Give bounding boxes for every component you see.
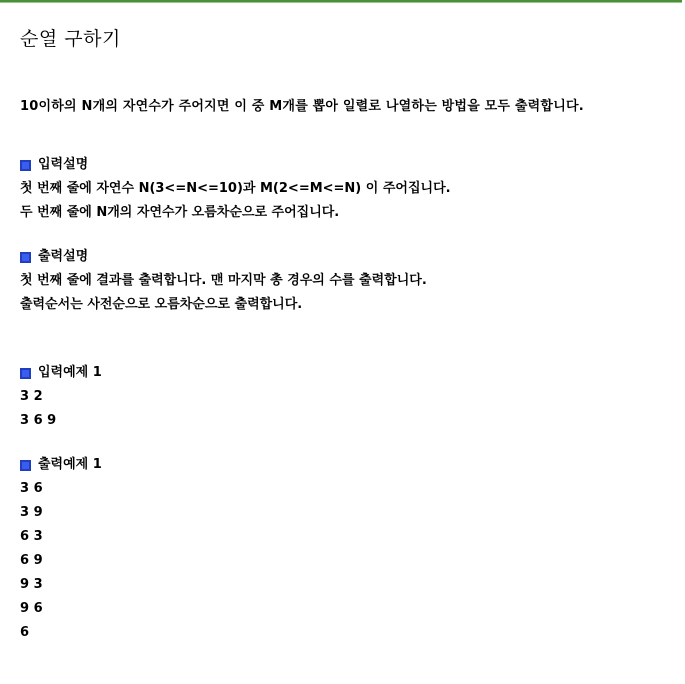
output-description-section [20,245,670,317]
input-description-line: 첫 번째 줄에 자연수 N(3<=N<=10)과 M(2<=M<=N) 이 주어집니다. [20,181,451,196]
square-bullet-icon [20,252,31,263]
output-example-line: 9 3 [20,577,43,592]
input-example-line: 3 6 9 [20,413,57,428]
square-bullet-icon [20,160,31,171]
output-description-heading-label: 출력설명 [38,249,89,264]
output-example-line: 6 [20,625,30,640]
problem-description: 10이하의 N개의 자연수가 주어지면 이 중 M개를 뽑아 일렬로 나열하는 방법을 모두 출력합니다. [20,99,584,114]
input-example-heading [20,361,670,385]
problem-page [20,24,670,645]
output-example-line: 3 9 [20,505,43,520]
input-example-line: 3 2 [20,389,43,404]
input-example-section [20,361,670,433]
problem-title: 순열 구하기 [20,28,121,50]
output-example-section [20,453,670,645]
input-description-heading-label: 입력설명 [38,157,89,172]
output-description-heading [20,245,670,269]
output-example-heading [20,453,670,477]
output-description-line: 첫 번째 줄에 결과를 출력합니다. 맨 마지막 총 경우의 수를 출력합니다. [20,273,427,288]
input-description-section [20,153,670,225]
input-description-heading [20,153,670,177]
output-example-line: 3 6 [20,481,43,496]
input-description-line: 두 번째 줄에 N개의 자연수가 오름차순으로 주어집니다. [20,205,340,220]
square-bullet-icon [20,368,31,379]
output-example-line: 9 6 [20,601,43,616]
square-bullet-icon [20,460,31,471]
output-example-line: 6 3 [20,529,43,544]
output-example-line: 6 9 [20,553,43,568]
input-example-heading-label: 입력예제 1 [38,365,102,380]
top-border [0,0,682,3]
output-example-heading-label: 출력예제 1 [38,457,102,472]
output-description-line: 출력순서는 사전순으로 오름차순으로 출력합니다. [20,297,303,312]
